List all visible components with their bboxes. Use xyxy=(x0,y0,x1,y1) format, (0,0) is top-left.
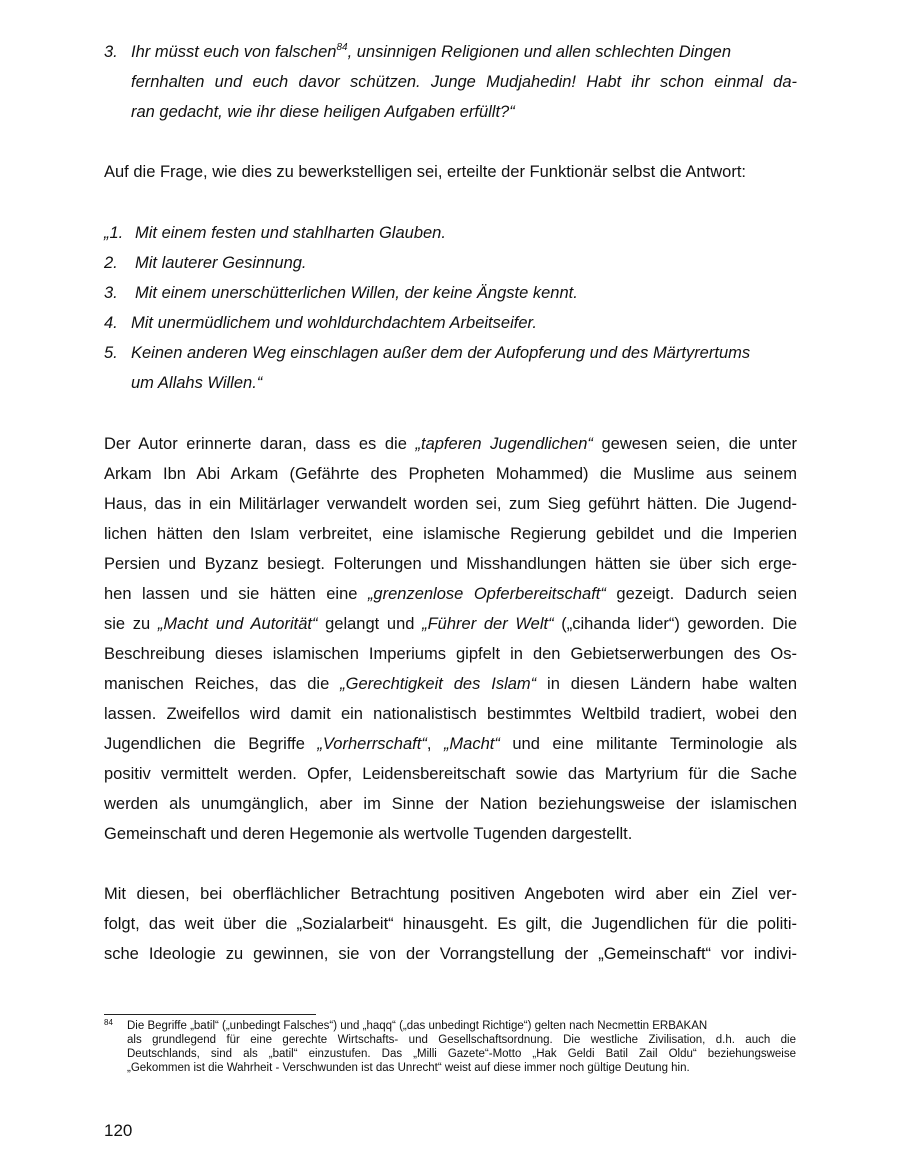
list-number: 3. xyxy=(104,284,118,302)
list-item-line: ran gedacht, wie ihr diese heiligen Aufgaben erfüllt?“ xyxy=(131,103,515,121)
list-item-line: fernhalten und euch davor schützen. Junge Mudjahedin! Habt ihr schon einmal da- xyxy=(131,73,797,91)
footnote-line: als grundlegend für eine gerechte Wirtschafts- und Gesellschaftsordnung. Die westliche Zivilisation, d.h. auch die xyxy=(127,1034,796,1046)
footnote-ref[interactable]: 84 xyxy=(336,42,348,53)
list-number: 2. xyxy=(104,254,118,272)
footnote-line: Die Begriffe „batil“ („unbedingt Falsches“) und „haqq“ („das unbedingt Richtige“) gelten nach Necmettin ERBAKAN xyxy=(127,1020,708,1032)
paragraph-line: werden als unumgänglich, aber im Sinne der Nation beziehungsweise der islamischen xyxy=(104,795,797,813)
list-item: Keinen anderen Weg einschlagen außer dem der Aufopferung und des Märtyrertums xyxy=(131,344,751,362)
paragraph-line: manischen Reiches, das die „Gerechtigkeit des Islam“ in diesen Ländern habe walten xyxy=(104,675,797,693)
list-item: Mit einem festen und stahlharten Glauben. xyxy=(135,224,446,242)
paragraph-line: folgt, das weit über die „Sozialarbeit“ hinausgeht. Es gilt, die Jugendlichen für die politi- xyxy=(104,915,797,933)
list-item-continuation: um Allahs Willen.“ xyxy=(131,374,263,392)
footnote-mark: 84 xyxy=(104,1018,113,1027)
paragraph-line: Beschreibung dieses islamischen Imperiums gipfelt in den Gebietserwerbungen des Os- xyxy=(104,645,797,663)
footnote-line: „Gekommen ist die Wahrheit - Verschwunden ist das Unrecht“ weist auf diese immer noch gültige Deutung hin. xyxy=(127,1062,690,1074)
list-number: 5. xyxy=(104,344,118,362)
footnote-line: Deutschlands, sind als „batil“ einzustufen. Das „Milli Gazete“-Motto „Hak Geldi Batil Zail Oldu“ beziehungsweise xyxy=(127,1048,796,1060)
paragraph-line: sie zu „Macht und Autorität“ gelangt und „Führer der Welt“ („cihanda lider“) geworden. Die xyxy=(104,615,797,633)
footnote-separator xyxy=(104,1014,316,1015)
paragraph-line: Der Autor erinnerte daran, dass es die „tapferen Jugendlichen“ gewesen seien, die unter xyxy=(104,435,797,453)
paragraph-line: Haus, das in ein Militärlager verwandelt worden sei, zum Sieg geführt hätten. Die Jugend- xyxy=(104,495,797,513)
paragraph-line: sche Ideologie zu gewinnen, sie von der Vorrangstellung der „Gemeinschaft“ vor indivi- xyxy=(104,945,797,963)
paragraph-line: lassen. Zweifellos wird damit ein nationalistisch bestimmtes Weltbild tradiert, wobei den xyxy=(104,705,797,723)
paragraph-line: positiv vermittelt werden. Opfer, Leidensbereitschaft sowie das Martyrium für die Sache xyxy=(104,765,797,783)
paragraph-line: lichen hätten den Islam verbreitet, eine islamische Regierung gebildet und die Imperien xyxy=(104,525,797,543)
paragraph-line: Arkam Ibn Abi Arkam (Gefährte des Propheten Mohammed) die Muslime aus seinem xyxy=(104,465,797,483)
paragraph-line: Mit diesen, bei oberflächlicher Betrachtung positiven Angeboten wird aber ein Ziel ver- xyxy=(104,885,797,903)
list-item: Mit einem unerschütterlichen Willen, der keine Ängste kennt. xyxy=(135,284,578,302)
paragraph-line: hen lassen und sie hätten eine „grenzenlose Opferbereitschaft“ gezeigt. Dadurch seien xyxy=(104,585,798,603)
list-number: 3. xyxy=(104,43,118,61)
paragraph-line: Persien und Byzanz besiegt. Folterungen und Misshandlungen hätten sie über sich erge- xyxy=(104,555,797,573)
page-number: 120 xyxy=(104,1121,133,1140)
list-item: Mit unermüdlichem und wohldurchdachtem Arbeitseifer. xyxy=(131,314,537,332)
list-item: Mit lauterer Gesinnung. xyxy=(135,254,307,272)
list-item-line: Ihr müsst euch von falschen$^{84}$, unsinnigen Religionen und allen schlechten Dingen xyxy=(131,42,732,61)
paragraph-line: Jugendlichen die Begriffe „Vorherrschaft“, „Macht“ und eine militante Terminologie als xyxy=(104,735,797,753)
list-number: „1. xyxy=(104,224,124,242)
list-number: 4. xyxy=(104,314,118,332)
paragraph-line: Gemeinschaft und deren Hegemonie als wertvolle Tugenden dargestellt. xyxy=(104,825,633,843)
paragraph-question: Auf die Frage, wie dies zu bewerkstelligen sei, erteilte der Funktionär selbst die Antwort: xyxy=(104,163,746,181)
